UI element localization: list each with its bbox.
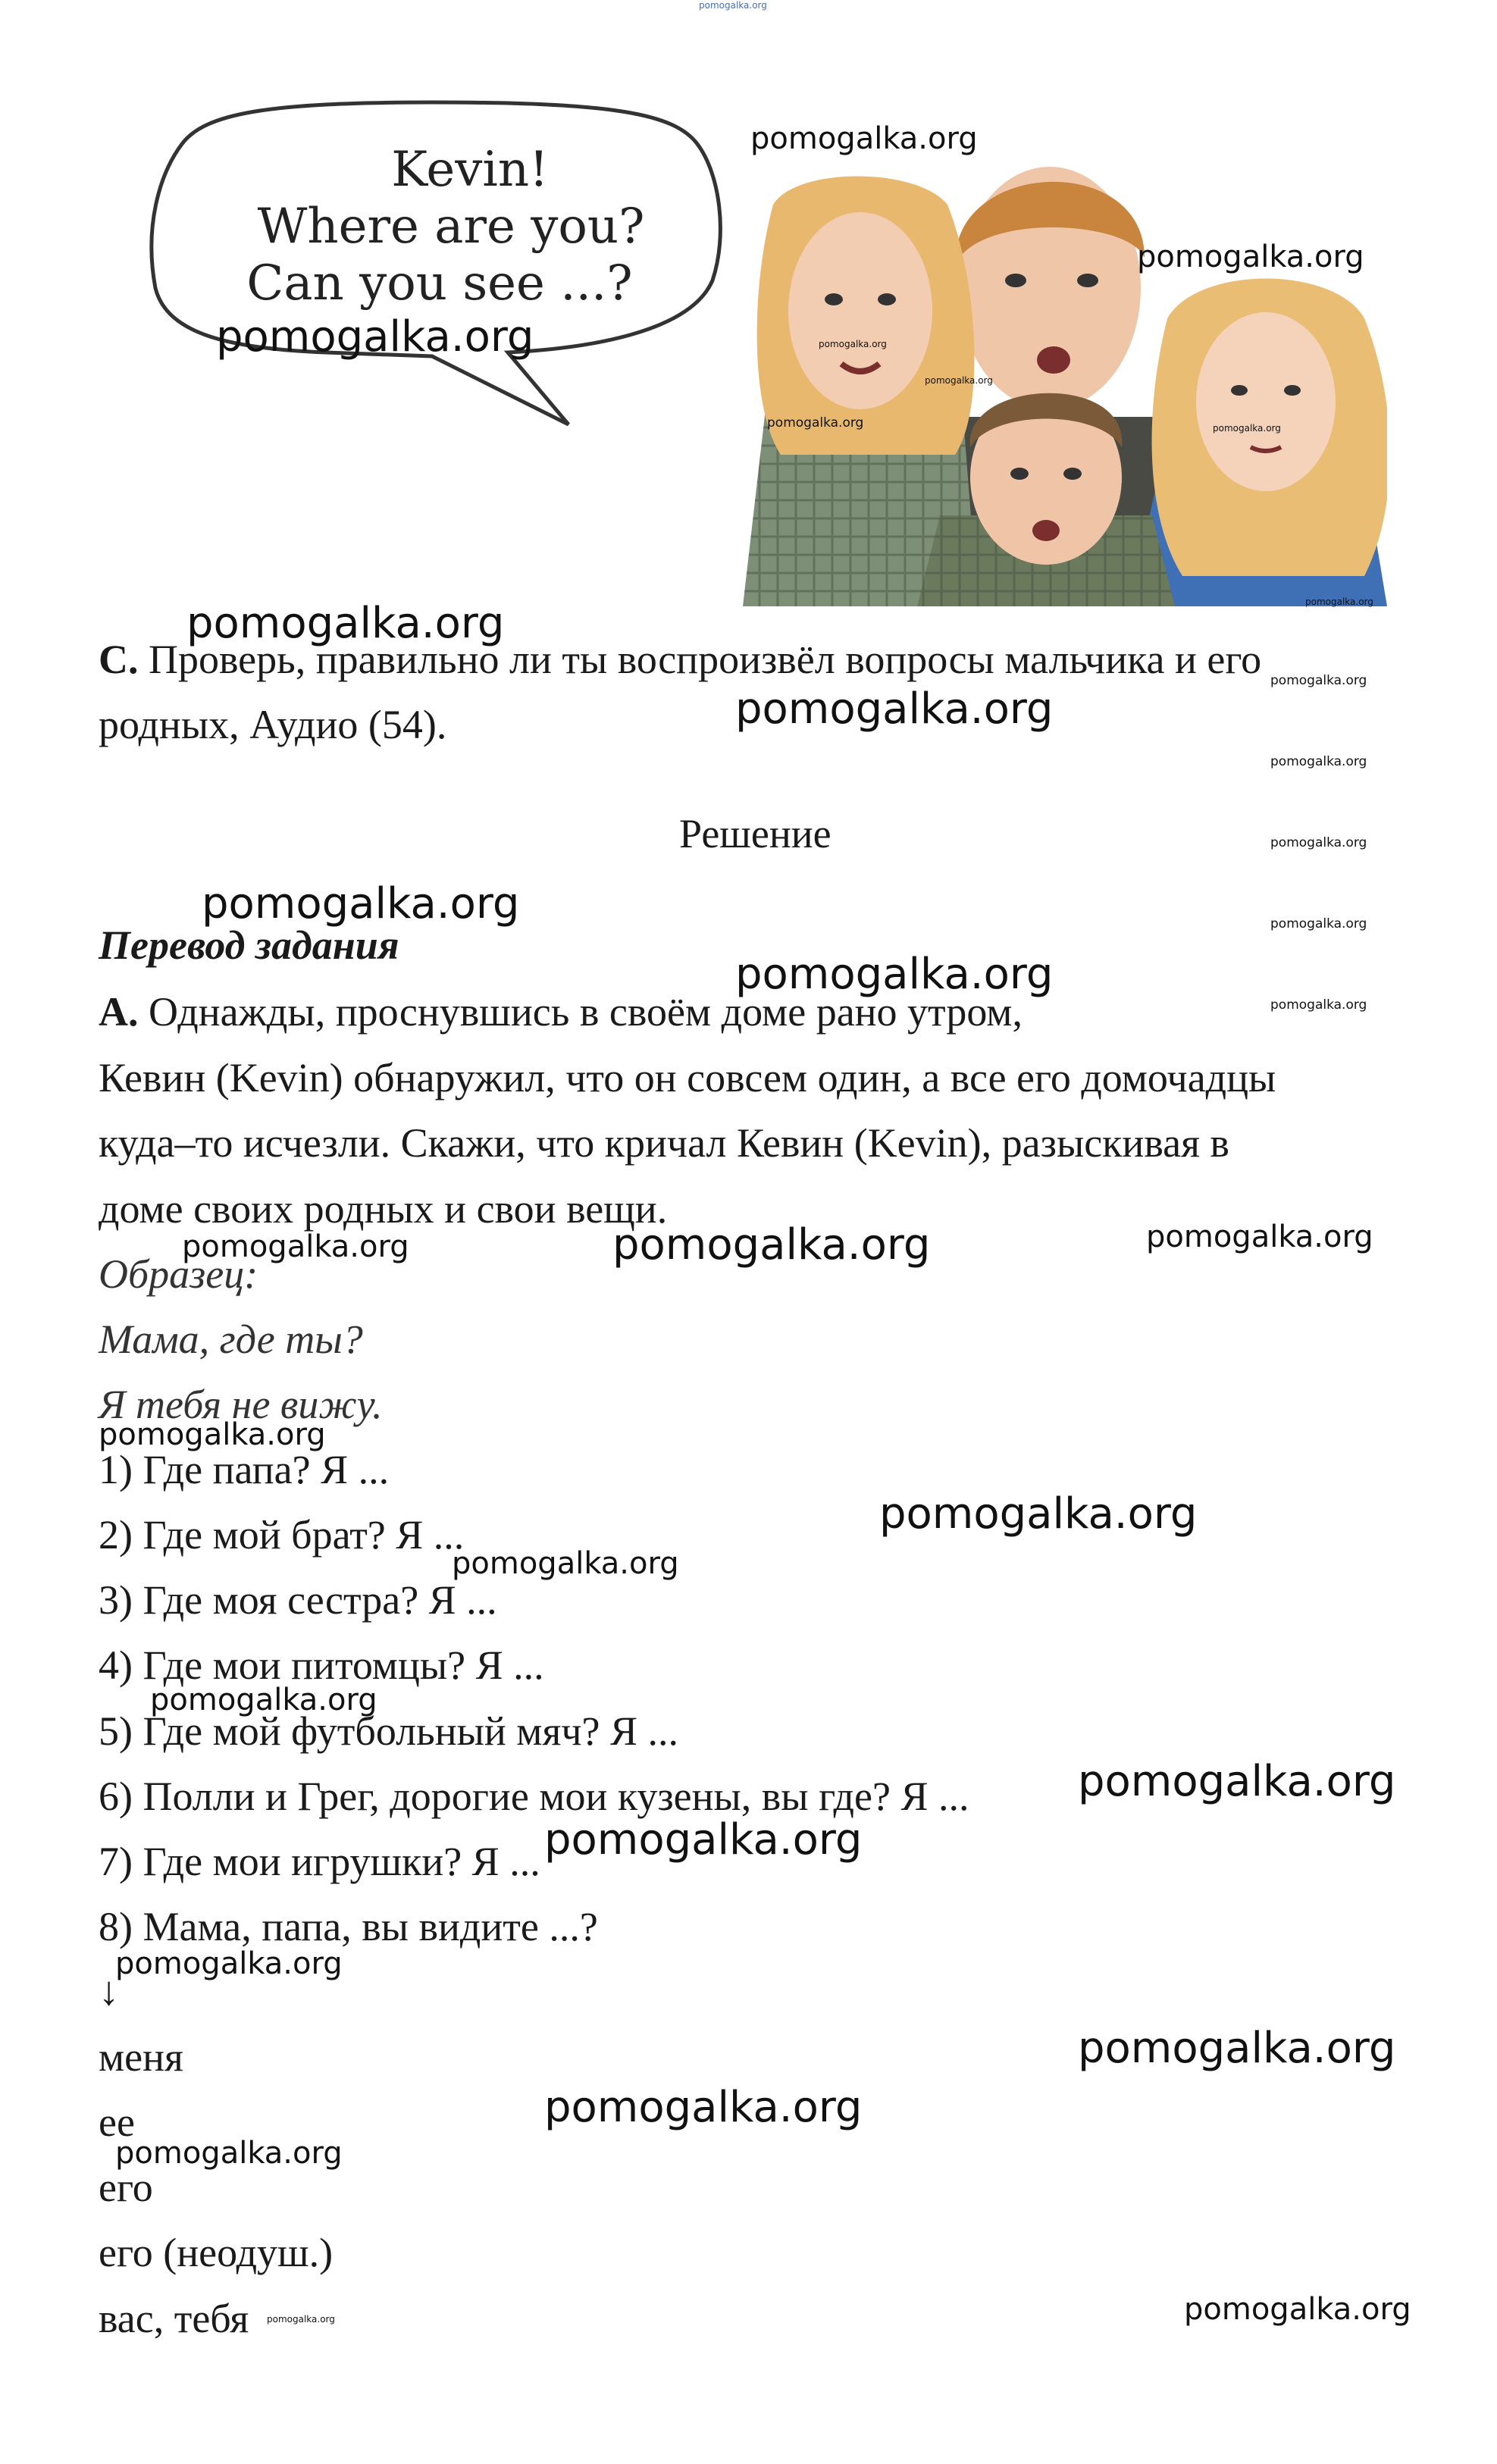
watermark: pomogalka.org bbox=[1305, 596, 1373, 607]
solution-title: Решение bbox=[679, 811, 831, 856]
sample-line-2: Я тебя не вижу. bbox=[99, 1382, 383, 1427]
watermark: pomogalka.org bbox=[1270, 754, 1367, 769]
pronoun-item: ее bbox=[99, 2099, 135, 2145]
section-a-text-1: Однажды, проснувшись в своём доме рано утром, bbox=[149, 989, 1023, 1035]
down-arrow-icon: ↓ bbox=[99, 1968, 119, 2014]
girl-figure bbox=[1129, 279, 1387, 607]
pronoun-item: его (неодуш.) bbox=[99, 2230, 334, 2275]
translation-heading: Перевод задания bbox=[99, 922, 399, 968]
section-a-line-4: доме своих родных и свои вещи. bbox=[99, 1186, 668, 1232]
watermark: pomogalka.org bbox=[1213, 423, 1281, 434]
watermark: pomogalka.org bbox=[115, 1946, 343, 1981]
watermark: pomogalka.org bbox=[925, 375, 993, 386]
watermark: pomogalka.org bbox=[1146, 1219, 1373, 1254]
watermark: pomogalka.org bbox=[1184, 2292, 1411, 2327]
list-item: 3) Где моя сестра? Я ... bbox=[99, 1577, 497, 1623]
watermark: pomogalka.org bbox=[1137, 240, 1364, 274]
watermark: pomogalka.org bbox=[735, 684, 1054, 734]
header-watermark: pomogalka.org bbox=[699, 0, 767, 11]
watermark: pomogalka.org bbox=[544, 2083, 863, 2132]
pronoun-item: вас, тебя bbox=[99, 2296, 249, 2341]
list-item: 7) Где мои игрушки? Я ... bbox=[99, 1839, 540, 1884]
section-a-line-2: Кевин (Kevin) обнаружил, что он совсем один, а все его домочадцы bbox=[99, 1055, 1276, 1101]
list-item: 8) Мама, папа, вы видите ...? bbox=[99, 1904, 598, 1949]
bubble-line-3: Can you see ...? bbox=[246, 255, 633, 312]
section-c-line-2: родных, Аудио (54). bbox=[99, 702, 447, 747]
pronoun-item: его bbox=[99, 2165, 153, 2210]
watermark: pomogalka.org bbox=[879, 1489, 1198, 1539]
watermark: pomogalka.org bbox=[1270, 835, 1367, 850]
section-c-letter: С. bbox=[99, 637, 139, 682]
watermark: pomogalka.org bbox=[267, 2314, 335, 2325]
section-c-line-1 bbox=[99, 639, 1261, 680]
list-item: 1) Где папа? Я ... bbox=[99, 1447, 390, 1492]
pronoun-item: меня bbox=[99, 2034, 183, 2080]
watermark: pomogalka.org bbox=[750, 121, 978, 156]
watermark: pomogalka.org bbox=[767, 415, 864, 430]
watermark: pomogalka.org bbox=[1270, 997, 1367, 1013]
watermark: pomogalka.org bbox=[452, 1546, 679, 1581]
section-a-line-1 bbox=[99, 989, 1023, 1035]
sample-label: Образец: bbox=[99, 1251, 258, 1297]
watermark: pomogalka.org bbox=[819, 339, 887, 349]
list-item: 5) Где мой футбольный мяч? Я ... bbox=[99, 1708, 678, 1754]
section-a-letter: А. bbox=[99, 989, 139, 1035]
watermark: pomogalka.org bbox=[1270, 916, 1367, 931]
watermark: pomogalka.org bbox=[150, 1683, 377, 1717]
bubble-line-1: Kevin! bbox=[391, 142, 549, 198]
watermark: pomogalka.org bbox=[1078, 1757, 1396, 1806]
list-item: 4) Где мои питомцы? Я ... bbox=[99, 1642, 544, 1688]
sample-line-1: Мама, где ты? bbox=[99, 1317, 363, 1362]
watermark: pomogalka.org bbox=[1270, 673, 1367, 688]
watermark: pomogalka.org bbox=[735, 950, 1054, 999]
watermark: pomogalka.org bbox=[115, 2136, 343, 2171]
list-item: 6) Полли и Грег, дорогие мои кузены, вы где? Я ... bbox=[99, 1774, 969, 1819]
watermark: pomogalka.org bbox=[202, 879, 520, 928]
watermark: pomogalka.org bbox=[544, 1815, 863, 1864]
list-item: 2) Где мой брат? Я ... bbox=[99, 1512, 465, 1558]
watermark: pomogalka.org bbox=[182, 1229, 409, 1264]
watermark: pomogalka.org bbox=[216, 312, 534, 362]
watermark: pomogalka.org bbox=[612, 1220, 931, 1270]
section-c-text-1: Проверь, правильно ли ты воспроизвёл вопросы мальчика и его bbox=[149, 637, 1262, 682]
section-a-line-3: куда–то исчезли. Скажи, что кричал Кевин (Kevin), разыскивая в bbox=[99, 1120, 1229, 1166]
bubble-line-2: Where are you? bbox=[257, 199, 645, 255]
watermark: pomogalka.org bbox=[186, 599, 505, 648]
watermark: pomogalka.org bbox=[1078, 2024, 1396, 2073]
watermark: pomogalka.org bbox=[99, 1417, 326, 1452]
